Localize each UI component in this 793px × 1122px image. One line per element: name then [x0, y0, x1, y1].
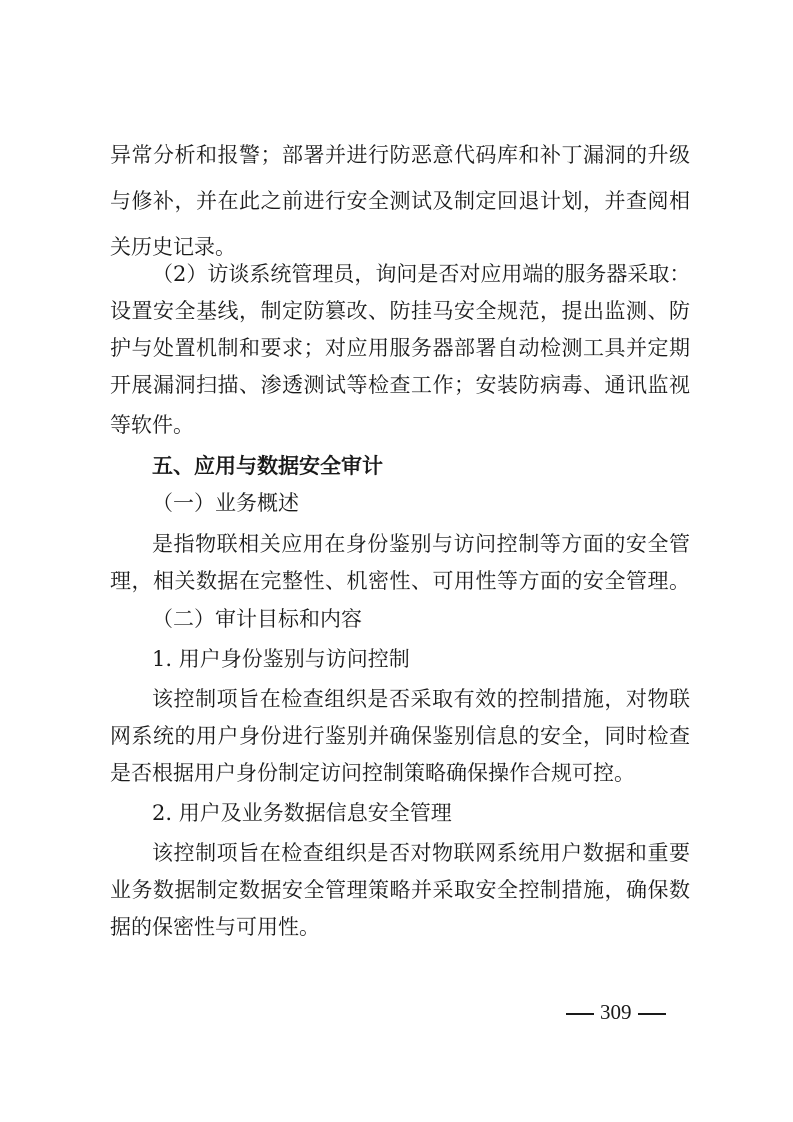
- footer-dash-left: [566, 1013, 594, 1014]
- paragraph-line: 理，相关数据在完整性、机密性、可用性等方面的安全管理。: [110, 569, 690, 593]
- paragraph-line: 异常分析和报警；部署并进行防恶意代码库和补丁漏洞的升级: [110, 143, 690, 167]
- paragraph-line: 护与处置机制和要求；对应用服务器部署自动检测工具并定期: [110, 336, 690, 360]
- section-heading: 五、应用与数据安全审计: [152, 454, 383, 478]
- paragraph-line: 关历史记录。: [110, 235, 236, 259]
- subsection-heading: （二）审计目标和内容: [152, 607, 362, 631]
- paragraph-line: 业务数据制定数据安全管理策略并采取安全控制措施，确保数: [110, 878, 690, 902]
- paragraph-line: 是指物联相关应用在身份鉴别与访问控制等方面的安全管: [152, 532, 690, 556]
- item-title: 1. 用户身份鉴别与访问控制: [152, 647, 410, 671]
- subsection-heading: （一）业务概述: [152, 491, 299, 515]
- paragraph-line: 该控制项旨在检查组织是否对物联网系统用户数据和重要: [152, 841, 690, 865]
- item-title: 2. 用户及业务数据信息安全管理: [152, 801, 452, 825]
- paragraph-line: 该控制项旨在检查组织是否采取有效的控制措施，对物联: [152, 687, 690, 711]
- page-number: 309: [600, 1000, 632, 1024]
- paragraph-line: 是否根据用户身份制定访问控制策略确保操作合规可控。: [110, 761, 635, 785]
- paragraph-line: 设置安全基线，制定防篡改、防挂马安全规范，提出监测、防: [110, 299, 690, 323]
- footer-dash-right: [638, 1013, 666, 1014]
- page-footer: [560, 998, 700, 1026]
- paragraph-line: （2）访谈系统管理员，询问是否对应用端的服务器采取：: [152, 262, 691, 286]
- paragraph-line: 等软件。: [110, 413, 194, 437]
- paragraph-line: 网系统的用户身份进行鉴别并确保鉴别信息的安全，同时检查: [110, 724, 690, 748]
- paragraph-line: 与修补，并在此之前进行安全测试及制定回退计划，并查阅相: [110, 189, 690, 213]
- paragraph-line: 开展漏洞扫描、渗透测试等检查工作；安装防病毒、通讯监视: [110, 373, 690, 397]
- paragraph-line: 据的保密性与可用性。: [110, 915, 320, 939]
